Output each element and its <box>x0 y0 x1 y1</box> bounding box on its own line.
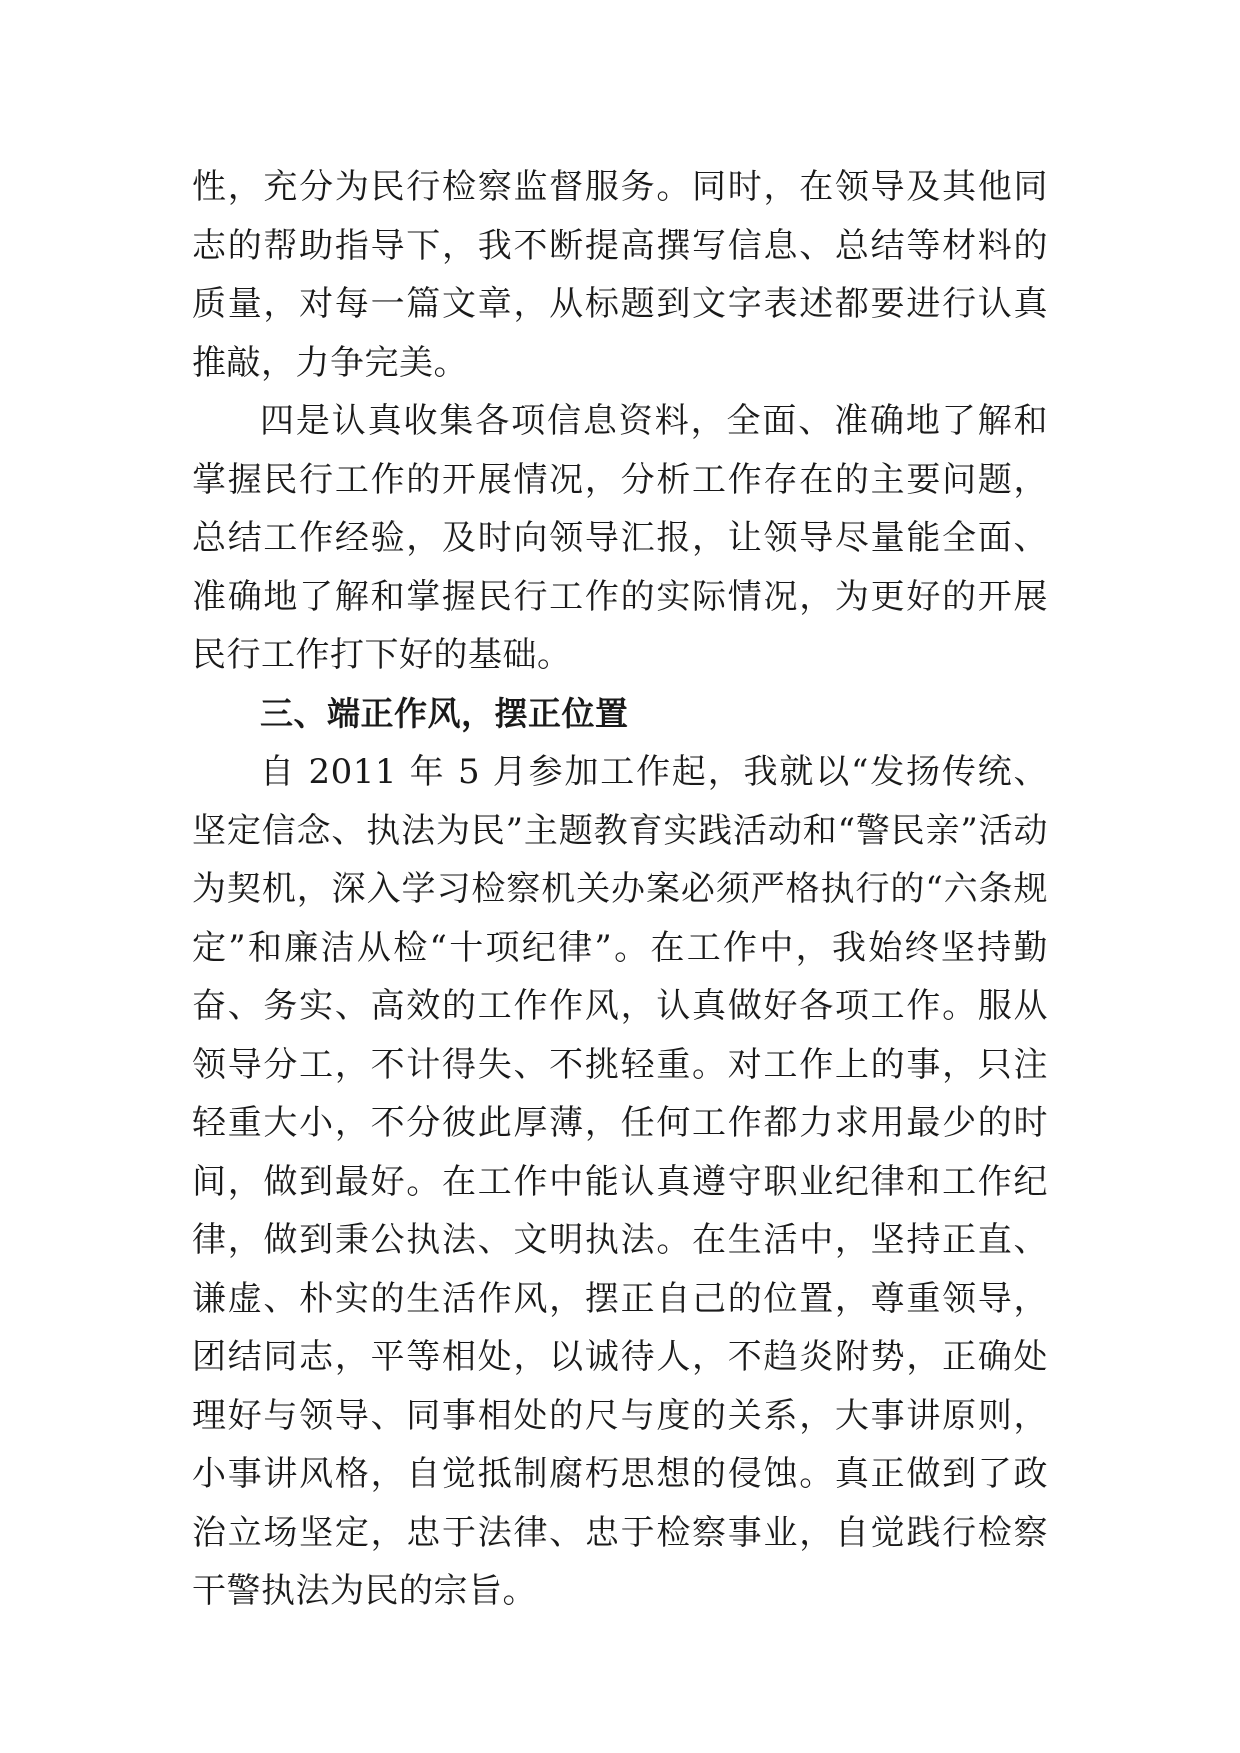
paragraph-continuation: 性，充分为民行检察监督服务。同时，在领导及其他同志的帮助指导下，我不断提高撰写信息、总结等材料的质量，对每一篇文章，从标题到文字表述都要进行认真推敲，力争完美。 <box>192 167 1048 383</box>
paragraph-work-style: 自 2011 年 5 月参加工作起，我就以“发扬传统、坚定信念、执法为民”主题教育实践活动和“警民亲”活动为契机，深入学习检察机关办案必须严格执行的“六条规定”和廉洁从检“十项纪律”。在工作中，我始终坚持勤奋、务实、高效的工作作风，认真做好各项工作。服从领导分工，不计得失、不挑轻重。对工作上的事，只注轻重大小，不分彼此厚薄，任何工作都力求用最少的时间，做到最好。在工作中能认真遵守职业纪律和工作纪律，做到秉公执法、文明执法。在生活中，坚持正直、谦虚、朴实的生活作风，摆正自己的位置，尊重领导，团结同志，平等相处，以诚待人，不趋炎附势，正确处理好与领导、同事相处的尺与度的关系，大事讲原则，小事讲风格，自觉抵制腐朽思想的侵蚀。真正做到了政治立场坚定，忠于法律、忠于检察事业，自觉践行检察干警执法为民的宗旨。 <box>192 752 1048 1611</box>
document-body <box>192 158 1048 1621</box>
paragraph-item-four: 四是认真收集各项信息资料，全面、准确地了解和掌握民行工作的开展情况，分析工作存在的主要问题，总结工作经验，及时向领导汇报，让领导尽量能全面、准确地了解和掌握民行工作的实际情况，为更好的开展民行工作打下好的基础。 <box>192 401 1048 675</box>
section-heading-three: 三、端正作风，摆正位置 <box>260 693 629 733</box>
